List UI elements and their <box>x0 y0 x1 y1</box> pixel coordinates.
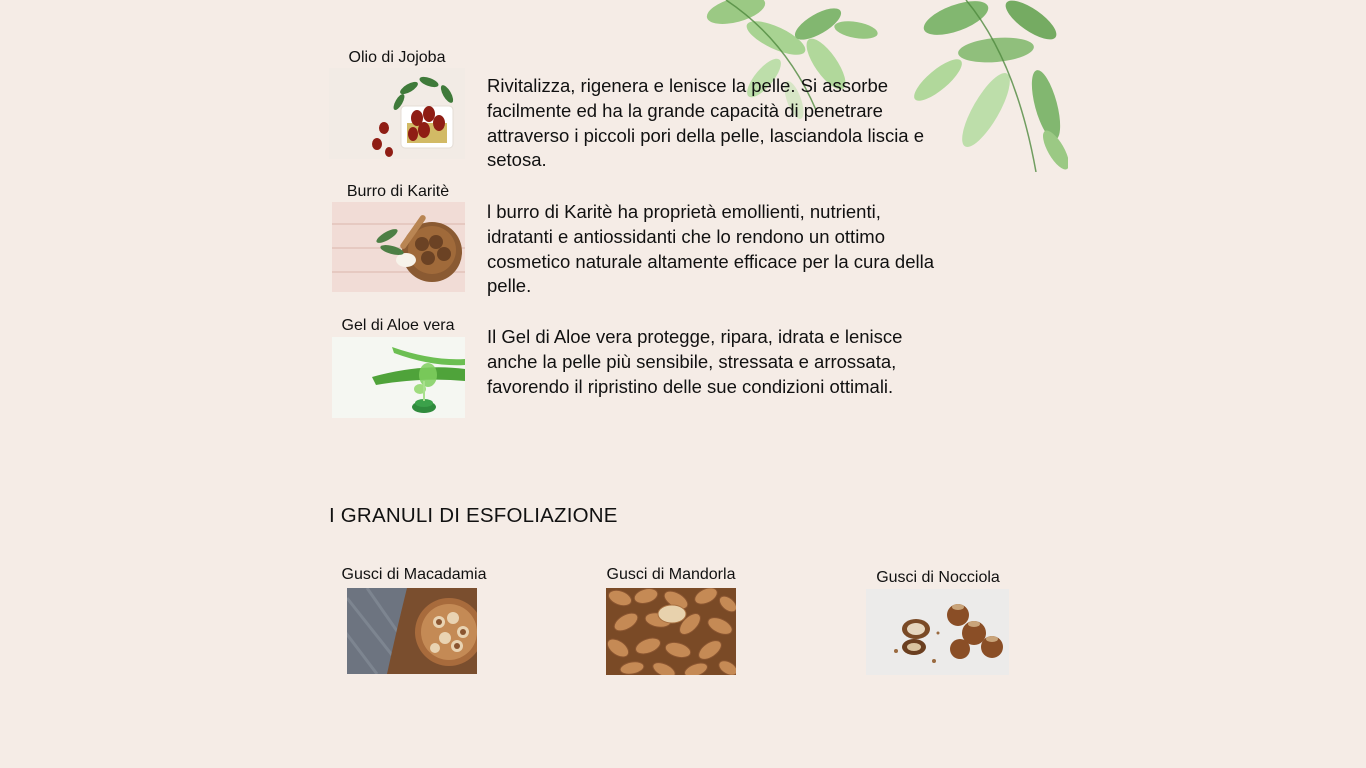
karite-image <box>332 202 465 292</box>
jojoba-label: Olio di Jojoba <box>348 49 446 66</box>
nocciola-image <box>866 589 1009 675</box>
mandorla-label: Gusci di Mandorla <box>606 566 736 583</box>
karite-label: Burro di Karitè <box>346 183 450 200</box>
exfoliation-title: I GRANULI DI ESFOLIAZIONE <box>329 504 618 527</box>
aloe-label: Gel di Aloe vera <box>341 317 455 334</box>
nocciola-label: Gusci di Nocciola <box>876 569 1000 586</box>
karite-description: l burro di Karitè ha proprietà emollienti, nutrienti, idratanti e antiossidanti che lo rendono un ottimo cosmetico naturale altamente efficace per la cura della pelle. <box>487 201 934 297</box>
jojoba-description: Rivitalizza, rigenera e lenisce la pelle. Si assorbe facilmente ed ha la grande capacità di penetrare attraverso i piccoli pori della pelle, lasciandola liscia e setosa. <box>487 75 925 171</box>
mandorla-image <box>606 588 736 675</box>
aloe-image <box>332 337 465 418</box>
macadamia-label: Gusci di Macadamia <box>341 566 487 583</box>
macadamia-image <box>347 588 477 674</box>
aloe-description: Il Gel di Aloe vera protegge, ripara, idrata e lenisce anche la pelle più sensibile, stressata e arrossata, favorendo il ripristino delle sue condizioni ottimali. <box>487 326 903 397</box>
jojoba-image <box>329 68 465 159</box>
